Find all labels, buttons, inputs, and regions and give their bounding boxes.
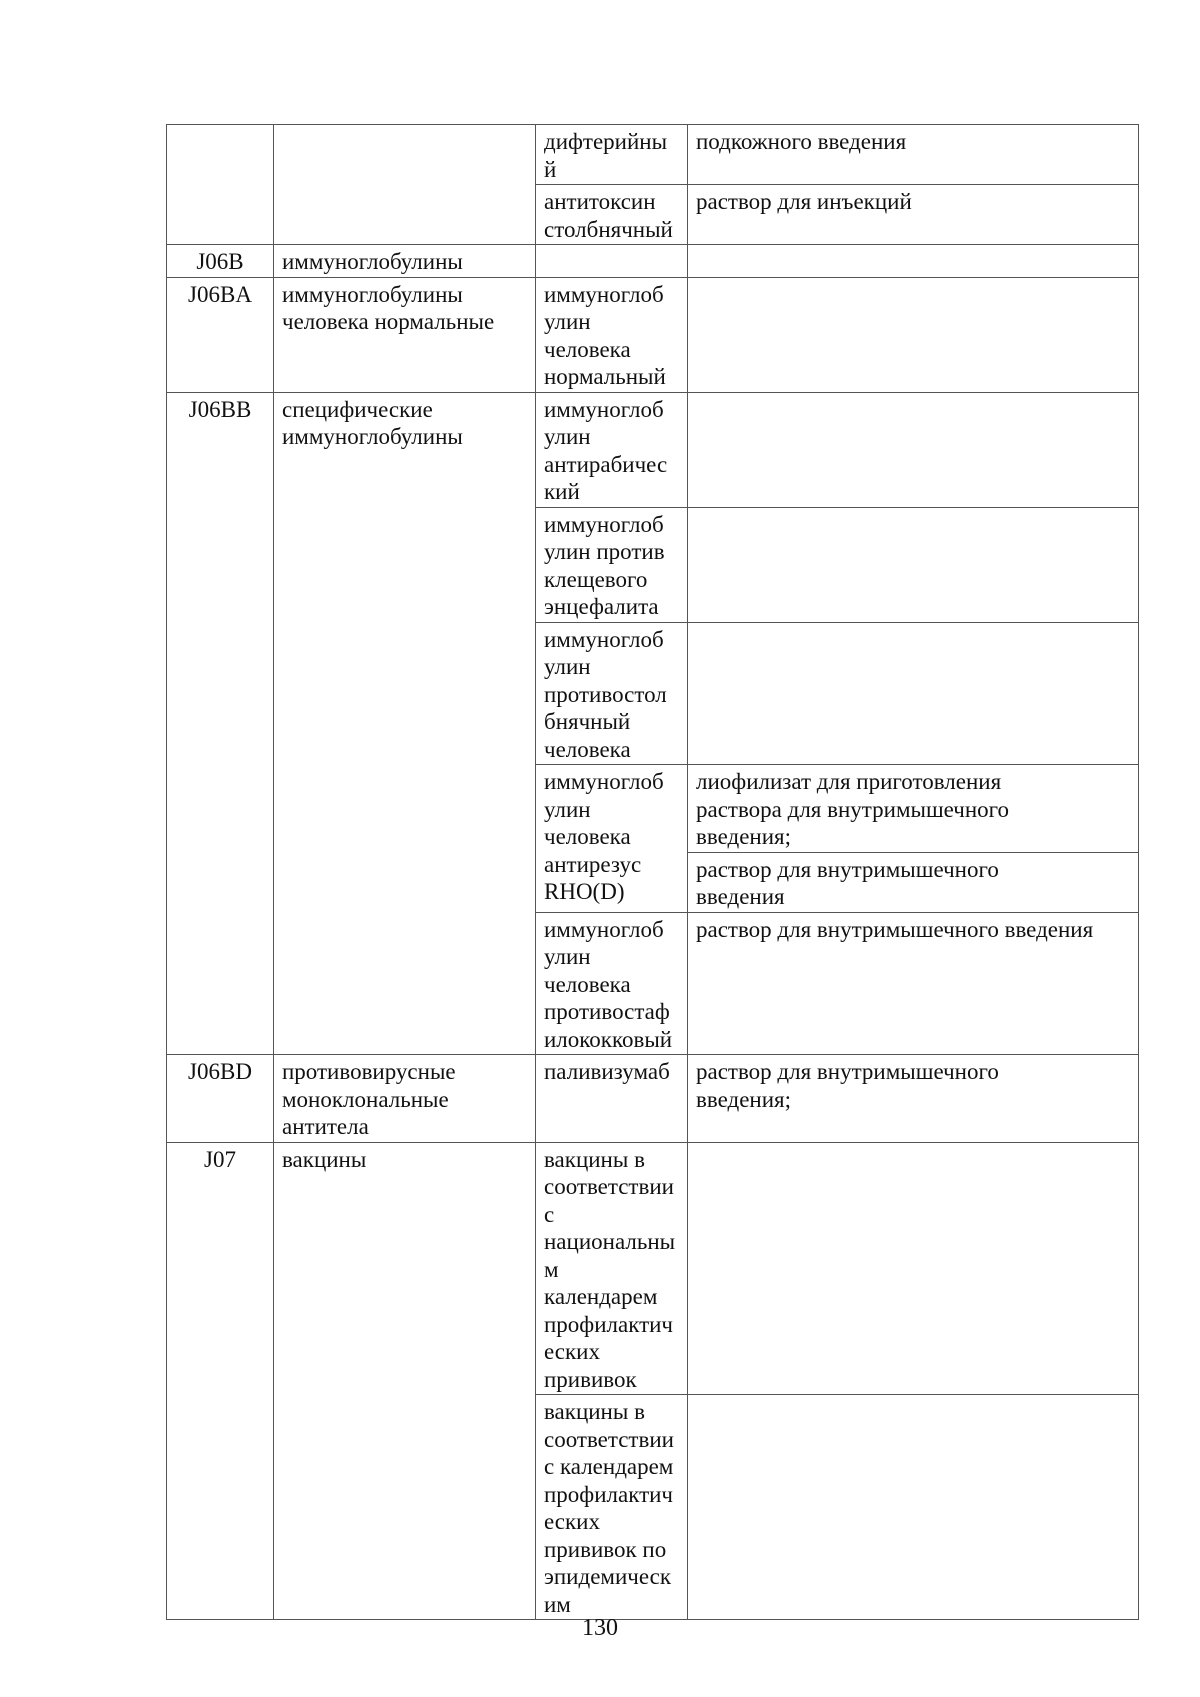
atc-code-cell: J07 <box>167 1142 274 1620</box>
table-row <box>167 1142 1139 1395</box>
atc-code-cell: J06BB <box>167 392 274 1055</box>
drug-cell: вакцины в соответствии с национальны м календарем профилактич еских прививок <box>536 1142 688 1395</box>
atc-code-cell: J06B <box>167 245 274 278</box>
form-cell: лиофилизат для приготовления раствора для внутримышечного введения; <box>688 765 1139 853</box>
form-cell: подкожного введения <box>688 125 1139 185</box>
form-cell <box>688 507 1139 622</box>
table-row <box>167 125 1139 185</box>
form-cell <box>688 1395 1139 1620</box>
drug-cell: паливизумаб <box>536 1055 688 1143</box>
atc-code-cell: J06BD <box>167 1055 274 1143</box>
atc-code-cell: J06BA <box>167 277 274 392</box>
drug-cell: дифтерийны й <box>536 125 688 185</box>
drug-cell: иммуноглоб улин человека антирезус RHO(D) <box>536 765 688 913</box>
atc-code-cell <box>167 125 274 245</box>
form-cell <box>688 1142 1139 1395</box>
group-cell <box>274 125 536 245</box>
drug-cell: иммуноглоб улин человека противостаф илококковый <box>536 912 688 1055</box>
form-cell <box>688 912 1139 1055</box>
drug-cell <box>536 245 688 278</box>
table-row <box>167 1055 1139 1143</box>
group-cell: иммуноглобулины <box>274 245 536 278</box>
page-number: 130 <box>582 1615 618 1641</box>
group-cell: иммуноглобулины человека нормальные <box>274 277 536 392</box>
group-cell: вакцины <box>274 1142 536 1620</box>
form-cell-line: раствор для внутримышечного введения <box>696 916 1094 942</box>
group-cell: специфические иммуноглобулины <box>274 392 536 1055</box>
table-row <box>167 277 1139 392</box>
form-cell: раствор для внутримышечного введения; <box>688 1055 1139 1143</box>
drug-cell: иммуноглоб улин человека нормальный <box>536 277 688 392</box>
form-cell: раствор для инъекций <box>688 185 1139 245</box>
form-cell <box>688 277 1139 392</box>
drug-cell: вакцины в соответствии с календарем профилактич еских прививок по эпидемическ им <box>536 1395 688 1620</box>
drug-cell: иммуноглоб улин противостол бнячный человека <box>536 622 688 765</box>
form-cell <box>688 245 1139 278</box>
drug-cell: антитоксин столбнячный <box>536 185 688 245</box>
drug-cell: иммуноглоб улин антирабичес кий <box>536 392 688 507</box>
form-cell <box>688 392 1139 507</box>
form-cell: раствор для внутримышечного введения <box>688 852 1139 912</box>
table-row <box>167 392 1139 507</box>
table-row <box>167 245 1139 278</box>
drug-cell: иммуноглоб улин против клещевого энцефалита <box>536 507 688 622</box>
form-cell <box>688 622 1139 765</box>
medication-table <box>166 124 1139 1620</box>
group-cell: противовирусные моноклональные антитела <box>274 1055 536 1143</box>
